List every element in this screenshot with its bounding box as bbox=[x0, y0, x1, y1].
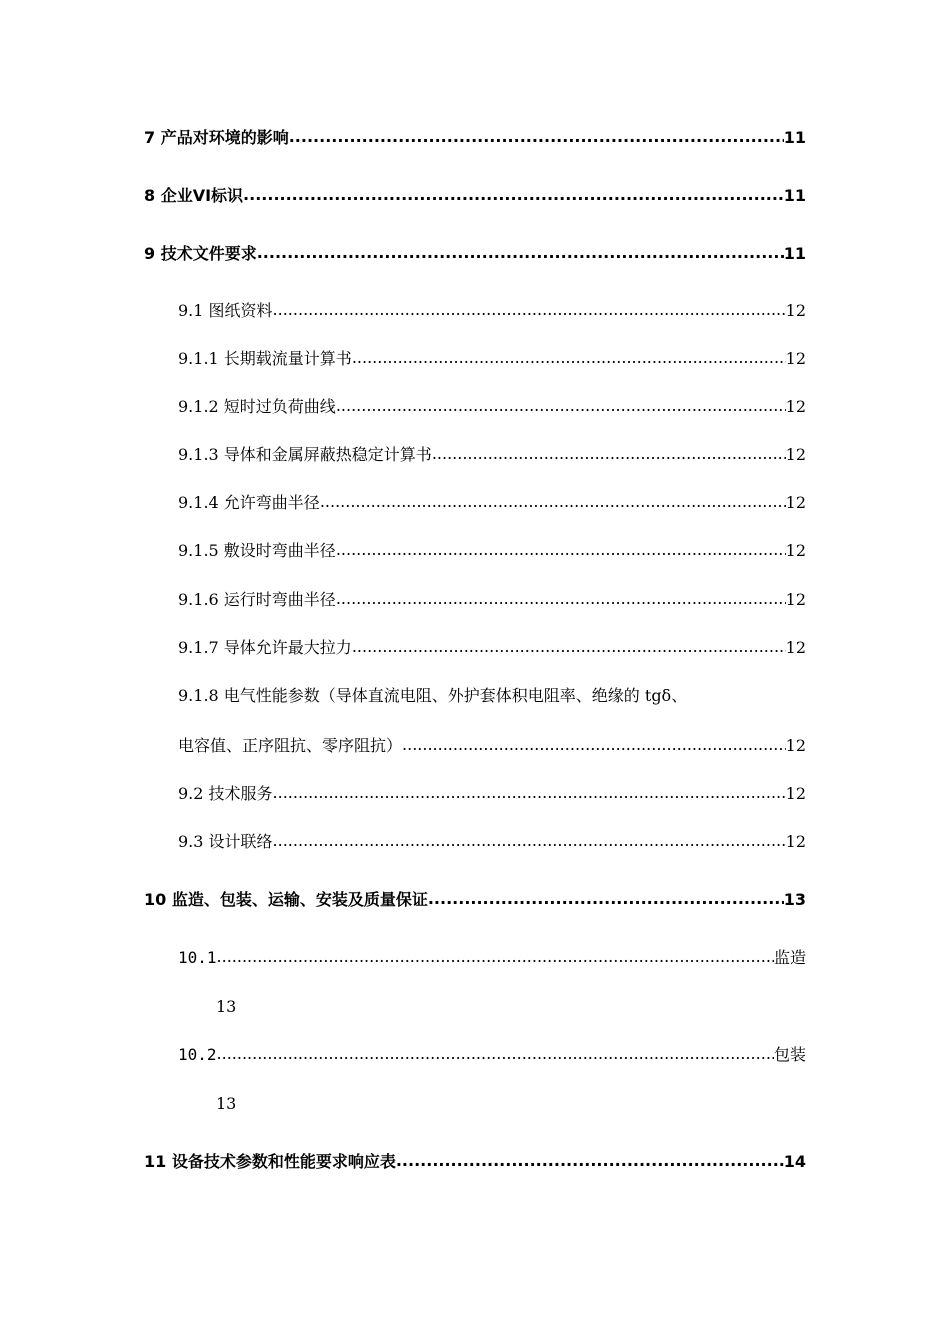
toc-page-number: 12 bbox=[785, 832, 806, 851]
dot-leader bbox=[289, 127, 784, 147]
toc-page-number: 11 bbox=[783, 186, 806, 205]
toc-entry-9[interactable] bbox=[144, 244, 806, 264]
dot-leader bbox=[320, 492, 786, 512]
dot-leader bbox=[336, 589, 786, 609]
toc-entry-label: 9.1.6 运行时弯曲半径 bbox=[178, 590, 336, 609]
toc-entry-label: 8 企业VI标识 bbox=[144, 186, 244, 205]
toc-entry-9-1-3[interactable] bbox=[178, 445, 806, 465]
toc-entry-10[interactable] bbox=[144, 890, 806, 910]
toc-page-number: 12 bbox=[785, 541, 806, 560]
toc-entry-8[interactable] bbox=[144, 186, 806, 206]
dot-leader bbox=[217, 1044, 774, 1064]
toc-page-number: 12 bbox=[785, 590, 806, 609]
dot-leader bbox=[402, 735, 786, 755]
toc-entry-11[interactable] bbox=[144, 1152, 806, 1172]
toc-entry-label: 7 产品对环境的影响 bbox=[144, 128, 289, 147]
dot-leader bbox=[273, 831, 786, 851]
toc-entry-9-1-4[interactable] bbox=[178, 493, 806, 513]
toc-entry-label: 9.1.2 短时过负荷曲线 bbox=[178, 397, 336, 416]
dot-leader bbox=[396, 1151, 784, 1171]
toc-entry-label: 9.1.3 导体和金属屏蔽热稳定计算书 bbox=[178, 445, 432, 464]
toc-entry-9-1[interactable] bbox=[178, 301, 806, 321]
toc-page-number: 12 bbox=[785, 349, 806, 368]
dot-leader bbox=[273, 300, 786, 320]
toc-entry-9-1-7[interactable] bbox=[178, 638, 806, 658]
toc-page-number: 11 bbox=[783, 128, 806, 147]
toc-entry-title: 监造 bbox=[773, 948, 806, 967]
toc-page-number: 12 bbox=[785, 301, 806, 320]
toc-entry-7[interactable] bbox=[144, 128, 806, 148]
toc-page-number: 13 bbox=[783, 890, 806, 909]
toc-page-number: 12 bbox=[785, 445, 806, 464]
toc-page-number: 14 bbox=[783, 1152, 806, 1171]
toc-entry-label: 9 技术文件要求 bbox=[144, 244, 257, 263]
dot-leader bbox=[428, 889, 784, 909]
toc-entry-label: 9.1.1 长期载流量计算书 bbox=[178, 349, 352, 368]
dot-leader bbox=[257, 243, 784, 263]
toc-page-number: 12 bbox=[785, 493, 806, 512]
dot-leader bbox=[432, 444, 786, 464]
dot-leader bbox=[336, 540, 786, 560]
toc-page-number: 13 bbox=[216, 997, 237, 1016]
dot-leader bbox=[352, 348, 786, 368]
toc-entry-label: 9.1.4 允许弯曲半径 bbox=[178, 493, 320, 512]
toc-entry-label: 10 监造、包装、运输、安装及质量保证 bbox=[144, 890, 428, 909]
toc-entry-label: 10.1 bbox=[178, 948, 217, 967]
dot-leader bbox=[352, 637, 786, 657]
toc-entry-9-1-1[interactable] bbox=[178, 349, 806, 369]
toc-entry-10-1[interactable] bbox=[178, 948, 806, 968]
toc-entry-label: 10.2 bbox=[178, 1045, 217, 1064]
toc-page-number: 11 bbox=[783, 244, 806, 263]
toc-entry-9-1-5[interactable] bbox=[178, 541, 806, 561]
toc-entry-9-1-6[interactable] bbox=[178, 590, 806, 610]
toc-entry-9-1-8-line2[interactable] bbox=[178, 736, 806, 756]
dot-leader bbox=[273, 783, 786, 803]
toc-entry-9-1-2[interactable] bbox=[178, 397, 806, 417]
toc-entry-label: 9.1.5 敷设时弯曲半径 bbox=[178, 541, 336, 560]
toc-page-number: 12 bbox=[785, 397, 806, 416]
toc-entry-label: 9.1.7 导体允许最大拉力 bbox=[178, 638, 352, 657]
toc-page-number: 12 bbox=[785, 638, 806, 657]
toc-page-number: 12 bbox=[785, 736, 806, 755]
toc-entry-label: 9.2 技术服务 bbox=[178, 784, 273, 803]
toc-entry-label: 11 设备技术参数和性能要求响应表 bbox=[144, 1152, 396, 1171]
toc-entry-9-3[interactable] bbox=[178, 832, 806, 852]
toc-entry-10-2[interactable] bbox=[178, 1045, 806, 1065]
dot-leader bbox=[336, 396, 786, 416]
toc-entry-title: 包装 bbox=[773, 1045, 806, 1064]
toc-entry-9-2[interactable] bbox=[178, 784, 806, 804]
toc-page-number: 12 bbox=[785, 784, 806, 803]
dot-leader bbox=[243, 185, 784, 205]
dot-leader bbox=[217, 947, 774, 967]
toc-entry-label: 9.1 图纸资料 bbox=[178, 301, 273, 320]
toc-page-number: 13 bbox=[216, 1094, 237, 1113]
toc-entry-9-1-8-line1[interactable]: 9.1.8 电气性能参数（导体直流电阻、外护套体积电阻率、绝缘的 tgδ、 bbox=[178, 686, 688, 705]
toc-entry-label: 电容值、正序阻抗、零序阻抗） bbox=[178, 736, 403, 755]
toc-entry-label: 9.3 设计联络 bbox=[178, 832, 273, 851]
